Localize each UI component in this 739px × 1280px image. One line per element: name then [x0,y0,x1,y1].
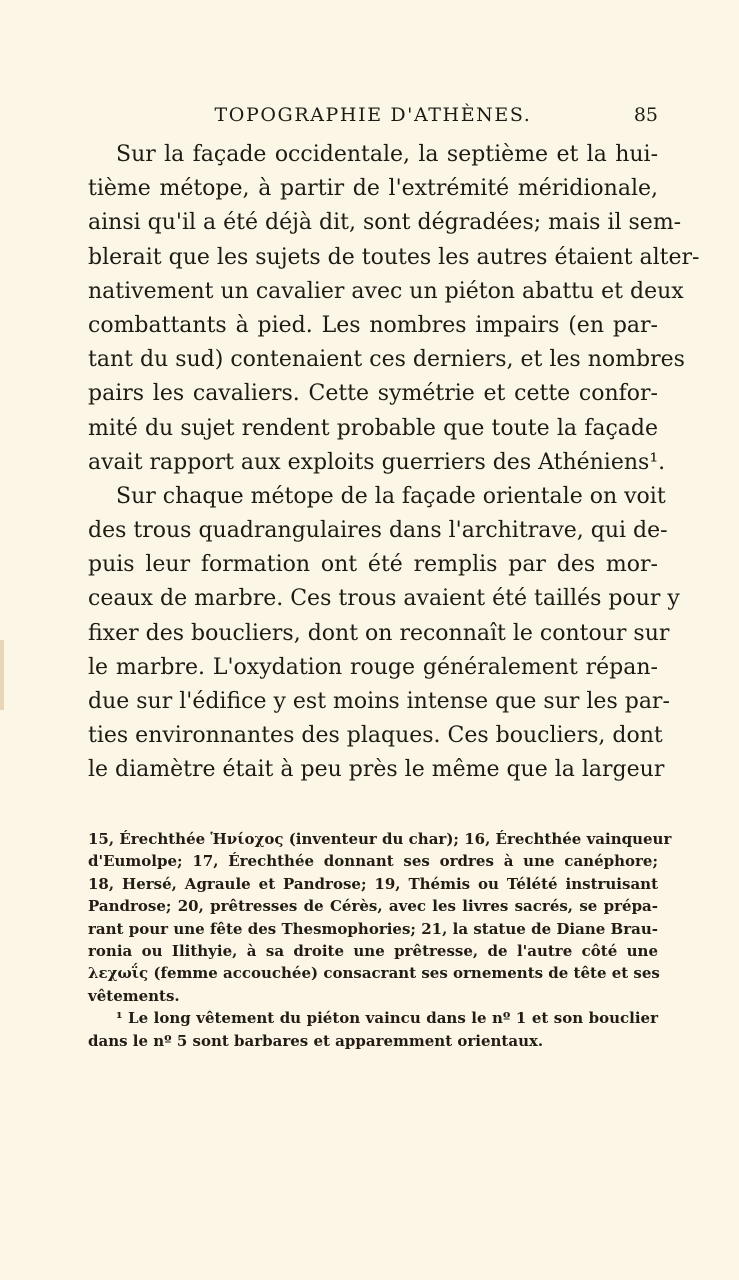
text-line: due sur l'édifice y est moins intense que sur les par- [88,689,670,714]
text-line: le marbre. L'oxydation rouge généralement répan- [88,654,658,680]
running-title: TOPOGRAPHIE D'ATHÈNES. [214,104,532,126]
text-line: ainsi qu'il a été déjà dit, sont dégradées; mais il sem- [88,210,682,236]
body-text [88,138,700,788]
footnotes [88,828,672,1052]
footnote-line: rant pour une fête des Thesmophories; 21, la statue de Diane Brau- [88,919,658,938]
page-edge-mark [0,640,4,710]
footnote-line: λεχωΐς (femme accouchée) consacrant ses ornements de tête et ses [88,964,660,983]
text-line: Sur la façade occidentale, la septième et la hui- [116,142,658,167]
footnote-line: 18, Hersé, Agraule et Pandrose; 19, Thémis ou Télété instruisant [88,874,658,893]
page-header [88,104,658,134]
text-line: blerait que les sujets de toutes les autres étaient alter- [88,244,700,270]
text-line: avait rapport aux exploits guerriers des Athéniens¹. [88,449,666,475]
text-line: nativement un cavalier avec un piéton abattu et deux [88,278,684,304]
text-line: le diamètre était à peu près le même que la largeur [88,757,665,783]
text-line: tant du sud) contenaient ces derniers, et les nombres [88,347,685,373]
text-line: mité du sujet rendent probable que toute la façade [88,415,658,441]
footnote-line: vêtements. [88,986,180,1005]
footnote-line: dans le nº 5 sont barbares et apparemment orientaux. [88,1031,544,1050]
text-line: ties environnantes des plaques. Ces boucliers, dont [88,723,663,749]
text-line: ceaux de marbre. Ces trous avaient été taillés pour y [88,586,680,612]
text-line: des trous quadrangulaires dans l'architrave, qui de- [88,518,668,544]
text-line: puis leur formation ont été remplis par des mor- [88,552,658,578]
text-line: fixer des boucliers, dont on reconnaît le contour sur [88,620,670,646]
footnote-line: ronia ou Ilithyie, à sa droite une prêtresse, de l'autre côté une [88,941,658,960]
text-line: Sur chaque métope de la façade orientale on voit [116,483,666,509]
text-line: tième métope, à partir de l'extrémité méridionale, [88,176,658,202]
text-line: pairs les cavaliers. Cette symétrie et cette confor- [88,381,658,407]
footnote-line: 15, Érechthée Ἡνίοχος (inventeur du char); 16, Érechthée vainqueur [88,830,672,848]
footnote-line: d'Eumolpe; 17, Érechthée donnant ses ordres à une canéphore; [88,852,658,871]
footnote-line: Pandrose; 20, prêtresses de Cérès, avec les livres sacrés, se prépa- [88,897,658,916]
text-line: combattants à pied. Les nombres impairs (en par- [88,312,658,338]
page-number: 85 [633,104,658,126]
footnote-line: ¹ Le long vêtement du piéton vaincu dans le nº 1 et son bouclier [116,1009,658,1028]
